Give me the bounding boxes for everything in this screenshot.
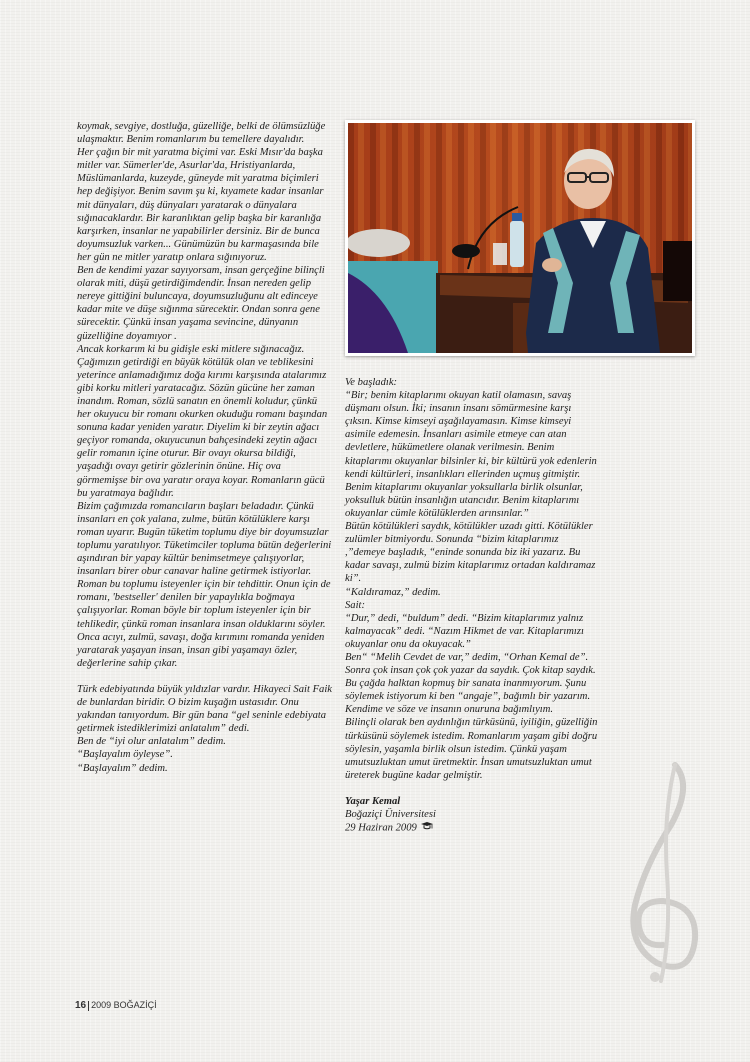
paragraph: Ben“ “Melih Cevdet de var,” dedim, “Orhan Kemal de”. (345, 651, 589, 663)
signature-block (345, 795, 600, 835)
paragraph: Türk edebiyatında büyük yıldızlar vardır. Hikayeci Sait Faik de bunlardan biridir. O bizim kuşağın ustasıdır. Onu yakından tanıyordum. Bir gün bana “gel seninle edebiyata getirmek istediklerimizi anlatalım” dedi. (77, 683, 332, 735)
paragraph: “Başlayalım öyleyse”. (77, 749, 173, 761)
paragraph: Ancak korkarım ki bu gidişle eski mitlere sığınacağız. Çağımızın getirdiği en büyük kötülük olan ve teblikesini yeterince anlamadığımız doğa kırımı karşısında atalarımız gibi korku mitleri yaratacağız. Sözün gücüne her zaman inandım. Roman, sözlü sanatın en önemli koludur, çünkü her okuyucu bir romanı okurken okuduğu romanı başından sonuna kadar yeniden yaratır. Diyelim ki bir zeytin ağacı geçiyor romanda, okuyucunun bahçesindeki zeytin ağacı gelir romanın içine oturur. Bir ovayı okursa bildiği, yaşadığı ovayı getirir gözlerinin önüne. Hiç ova görmemişse bir ova yaratır oraya koyar. Romanların gücü bu yaratmaya bağlıdır. (77, 343, 328, 499)
paragraph: “Dur,” dedi, “buldum” dedi. “Bizim kitaplarımız yalnız kalmayacak” dedi. “Nazım Hikmet de var. Kitaplarımızı okuyanlar onu da okuyacak.” (345, 612, 584, 650)
paragraph: Bizim çağımızda romancıların başları beladadır. Çünkü insanları en çok yalana, zulme, bütün kötülüklere karşı roman uyarır. Bugün tüketim toplumu diye bir doyumsuzlar toplumu yaratılıyor. Tüketimciler topluma bütün değerlerini aşındıran bir yapay kültür benimsetmeye çalışıyorlar, insanları birer obur canavar haline getirmek istiyorlar. Roman bu toplumu isteyenler için bir tehdittir. Onun için de romanı, 'bestseller' denilen bir yapaylıkla boğmaya çalışıyorlar. Roman böyle bir toplum isteyenler için bir tehlikedir, çünkü roman insanlara insan olduklarını söyler. Onca acıyı, zulmü, savaşı, doğa kırımını romanda yeniden yaratarak yaşayan insan, insan gibi yaşamayı özler, değerlerine sahip çıkar. (77, 500, 332, 669)
right-text-column (345, 376, 600, 835)
speech-photo-illustration (348, 123, 692, 353)
footer-divider (88, 1001, 89, 1011)
paragraph-gap (77, 670, 333, 683)
left-text-column (77, 120, 333, 775)
paragraph: “Başlayalım” dedim. (77, 762, 168, 774)
treble-clef-ornament-icon (605, 755, 705, 985)
author-name: Yaşar Kemal (345, 795, 401, 807)
paragraph: Ve başladık: (345, 377, 398, 388)
paragraph: Her çağın bir mit yaratma biçimi var. Eski Mısır'da başka mitler var. Sümerler'de, Asurlar'da, Hristiyanlarda, Müslümanlarda, kuzeyde, güneyde mit yaratma biçimleri hep değişiyor. Benim savım şu ki, kıyamete kadar insanlar mit dünyaları, düş dünyaları yaratarak o dünyalara sığınacaklardır. Bir karanlıktan gelip başka bir karanlığa karşırken, insanlar ne yapabilirler dersiniz. Bir de bunca doyumsuzluk varken... Günümüzün bu karmaşasında bile her gün ne mitler yaratıp onlara sığınıyoruz. (77, 147, 324, 263)
paragraph: Bu çağda halktan kopmuş bir sanata inanmıyorum. Şunu söylemek istiyorum ki ben “angaje”, bağımlı bir yazarım. Kendime ve söze ve insanın onuruna bağımlıyım. (345, 678, 591, 716)
paragraph: Ben de kendimi yazar sayıyorsam, insan gerçeğine bilinçli olarak miti, düşü getirdiğimdendir. İnsan nereden gelip nereye gittiğini buluncaya, doyumsuzluğunu alt edinceye kadar mite ve düşe sığınma sürecektir. Ondan sonra gene sürecektir. Çünkü insan yaşama sevincine, dünyanın güzelliğine doyamıyor . (77, 265, 325, 342)
publication-name: 2009 BOĞAZİÇİ (91, 1000, 157, 1010)
university-emblem-icon (420, 821, 434, 835)
author-institution: Boğaziçi Üniversitesi (345, 809, 436, 820)
paragraph: Ben de “iyi olur anlatalım” dedim. (77, 736, 226, 748)
paragraph: Bütün kötülükleri saydık, kötülükler uzadı gitti. Kötülükler zulümler bitmiyordu. Sonunda “bizim kitaplarımız ,”demeye başladık, “eninde sonunda biz iki yazarız. Bu kadar savaşı, zulmü bizim kitaplarımız ortadan kaldıramaz ki”. (345, 521, 596, 585)
signature-date-line (345, 821, 600, 835)
paragraph: koymak, sevgiye, dostluğa, güzelliğe, belki de ölümsüzlüğe ulaşmaktır. Benim romanlarım bu temellere dayalıdır. (77, 121, 326, 146)
paragraph: Sait: (345, 599, 366, 611)
signature-date: 29 Haziran 2009 (345, 822, 417, 834)
paragraph: “Kaldıramaz,” dedim. (345, 586, 441, 598)
page-footer (75, 1000, 157, 1011)
paragraph: “Bir; benim kitaplarımı okuyan katil olamasın, savaş düşmanı olsun. İki; insanın insanı sömürmesine karşı çıksın. Kimse kimseyi aşağılayamasın. Kimse kimseyi asimile edemesin. İnsanları asimile etmeye can atan devletlere, hükümetlere olanak verilmesin. Benim kitaplarımı okuyanlar bilsinler ki, bir kültürü yok edenlerin kendi kültürleri, insanlıkları ellerinden uçmuş gitmiştir. Benim kitaplarımı okuyanlar yoksullarla birlik olsunlar, yoksulluk bütün insanlığın utancıdır. Benim kitaplarımı okuyanlar cümle kötülüklerden arınsınlar.” (345, 390, 597, 519)
author-photo (345, 120, 695, 356)
paragraph: Bilinçli olarak ben aydınlığın türküsünü, iyiliğin, güzelliğin türküsünü söylemek istedim. Romanlarım yaşam gibi doğru söylesin, yaşamla birlik olsun istedim. Çünkü yaşam umutsuzluktan umut üretmektir. İnsan umutsuzluktan umut üreterek bugüne kadar gelmiştir. (345, 717, 598, 781)
page-number: 16 (75, 1000, 87, 1011)
paragraph: Sonra çok insan çok çok yazar da saydık. Çok kitap saydık. (345, 665, 596, 677)
